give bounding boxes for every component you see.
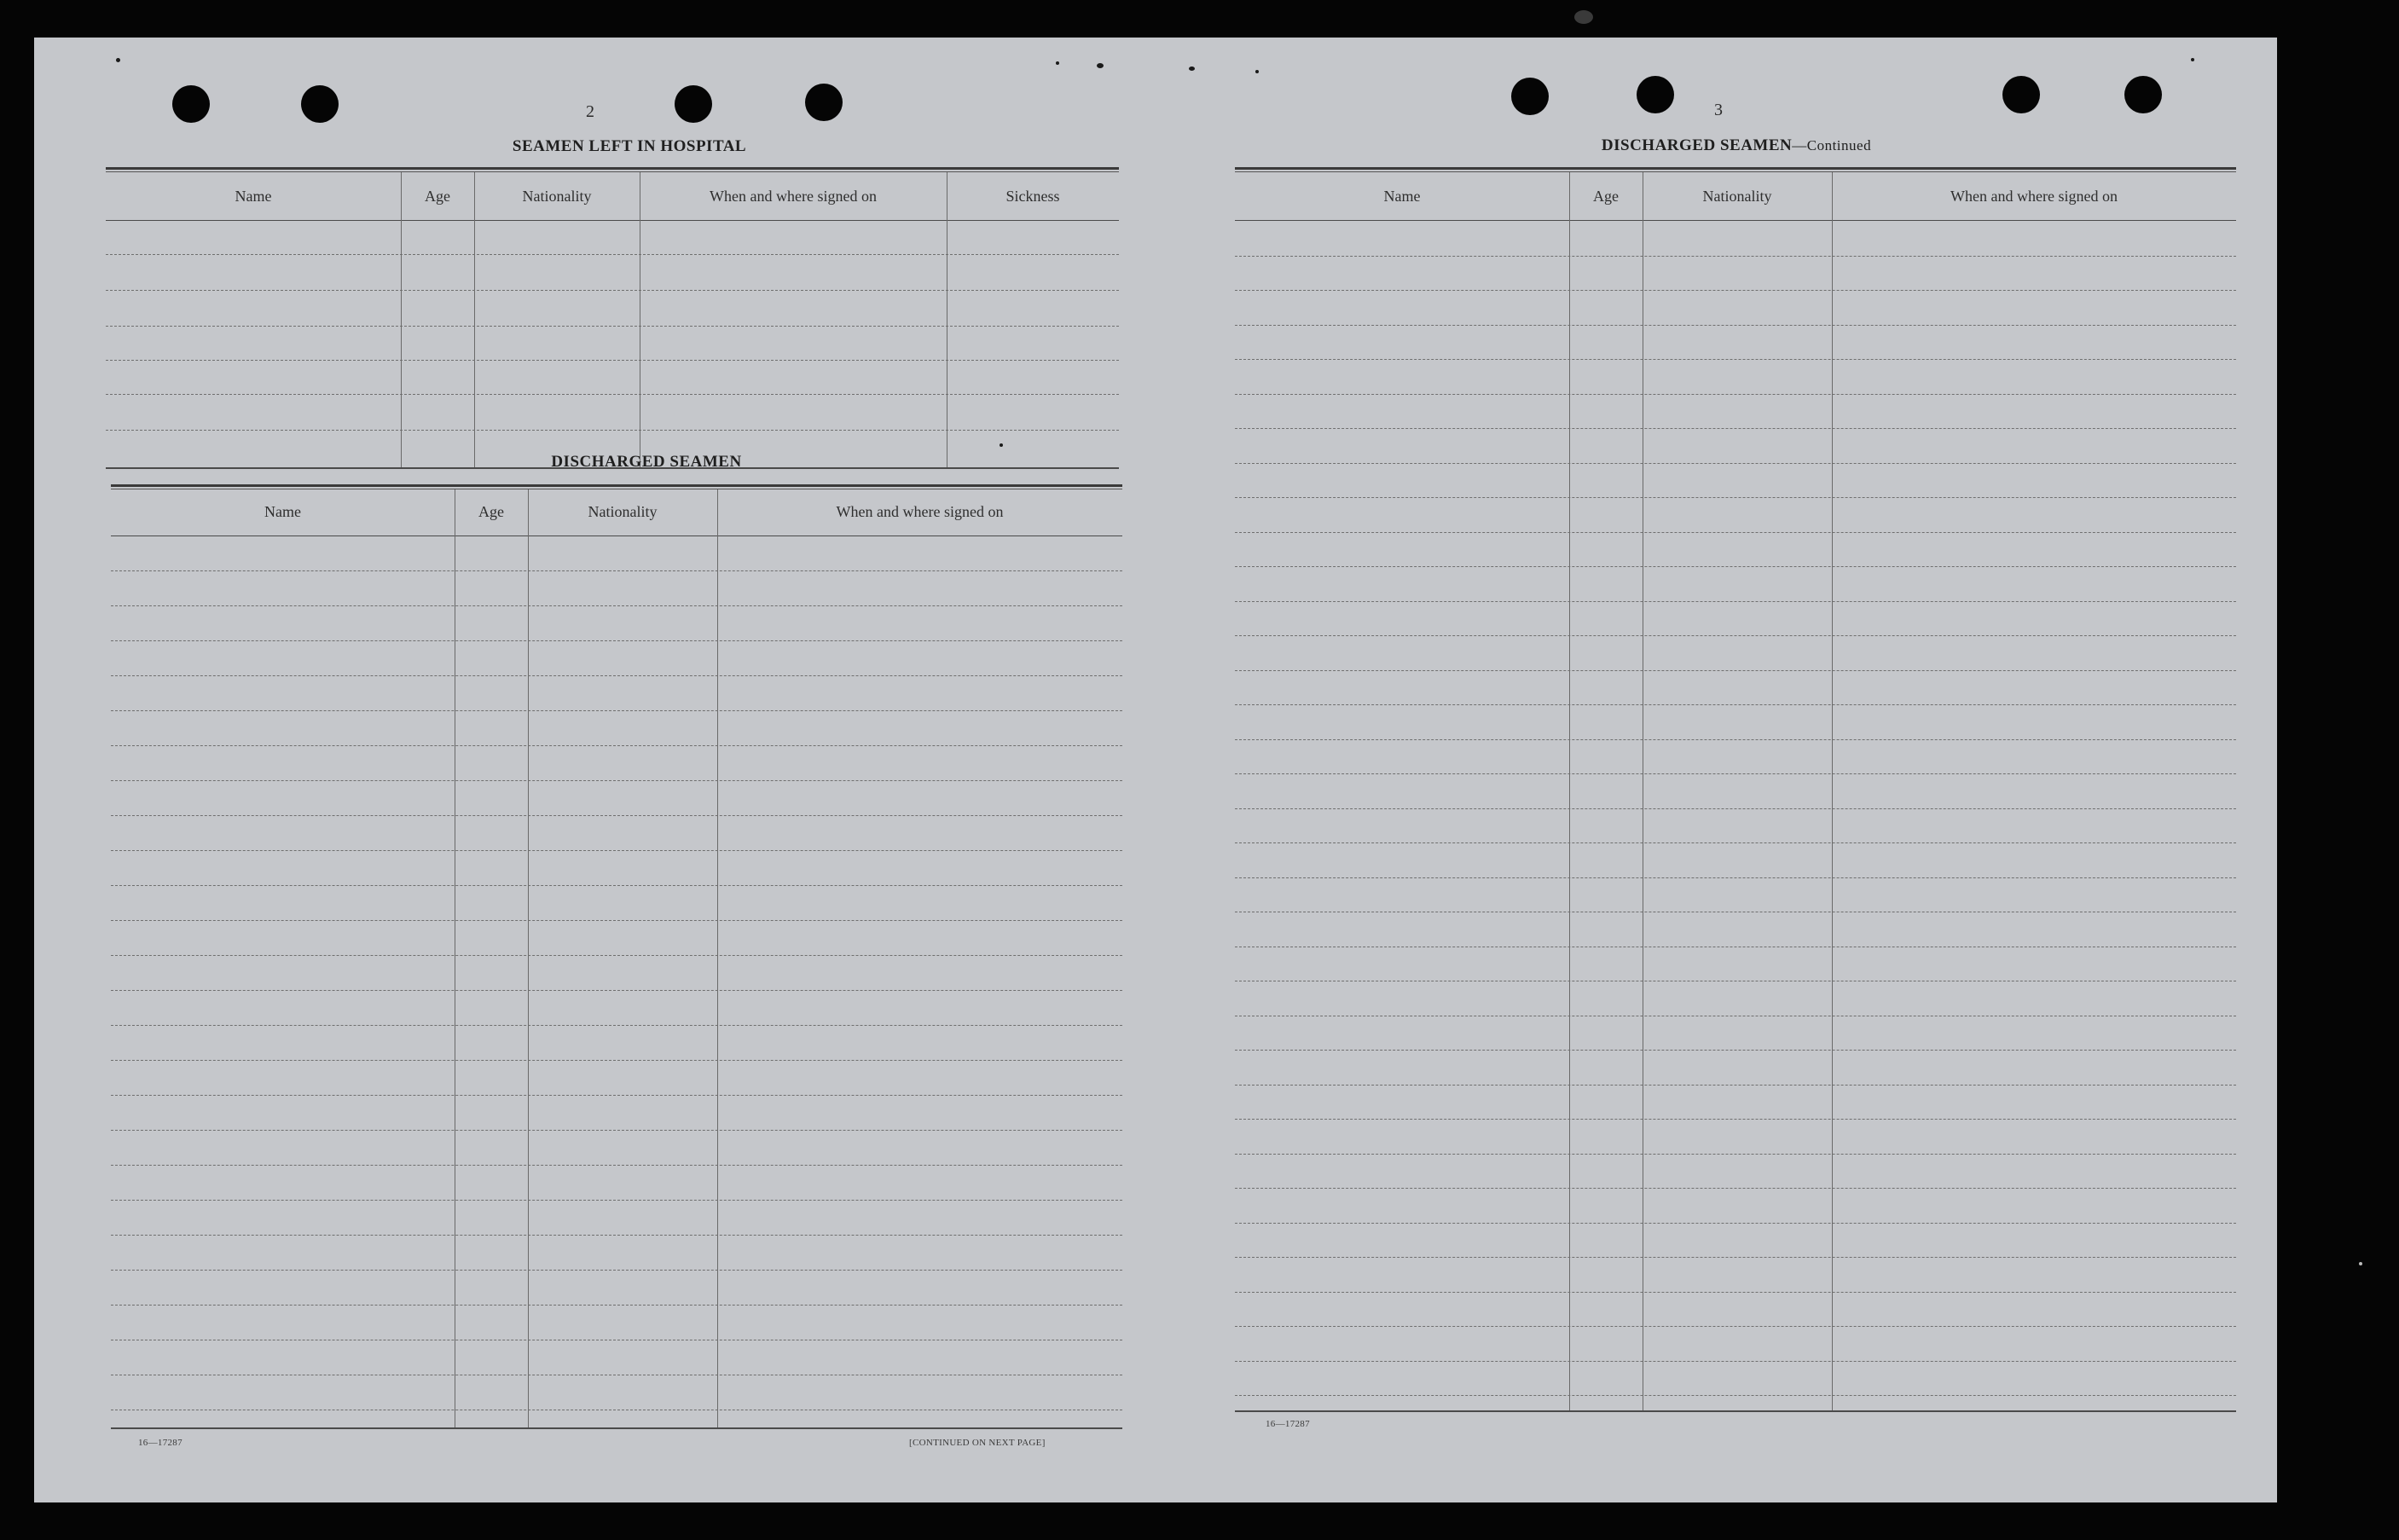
speck	[1189, 67, 1195, 71]
col-header-sickness: Sickness	[1005, 188, 1060, 205]
table-row	[1235, 773, 2236, 774]
table-top-rule	[106, 167, 1119, 170]
hospital-table	[106, 167, 1119, 471]
table-row	[1235, 256, 2236, 257]
speck	[116, 58, 120, 62]
table-row	[1235, 739, 2236, 740]
table-row	[111, 1270, 1122, 1271]
page-number-left: 2	[586, 102, 594, 121]
table-row	[1235, 842, 2236, 843]
discharged-table-right	[1235, 167, 2236, 1455]
column-divider	[1832, 172, 1833, 1410]
table-row	[1235, 877, 2236, 878]
table-row	[1235, 428, 2236, 429]
punch-hole	[2124, 76, 2162, 113]
table-row	[1235, 635, 2236, 636]
col-header-age: Age	[425, 188, 450, 205]
speck	[1574, 10, 1593, 24]
punch-hole	[301, 85, 339, 123]
col-header-when-where: When and where signed on	[836, 503, 1004, 520]
table-row	[111, 1095, 1122, 1096]
table-row	[1235, 532, 2236, 533]
table-row	[1235, 601, 2236, 602]
col-header-name: Name	[235, 188, 272, 205]
punch-hole	[172, 85, 210, 123]
table-row	[111, 745, 1122, 746]
table-row	[1235, 463, 2236, 464]
speck	[1056, 61, 1059, 65]
table-row	[1235, 1361, 2236, 1362]
table-row	[111, 1060, 1122, 1061]
col-header-nationality: Nationality	[522, 188, 592, 205]
punch-hole	[805, 84, 843, 121]
continued-note: [CONTINUED ON NEXT PAGE]	[909, 1438, 1046, 1448]
col-header-age: Age	[1593, 188, 1619, 205]
table-row	[106, 326, 1119, 327]
table-top-rule-inner	[106, 171, 1119, 172]
column-divider	[474, 172, 475, 467]
col-header-when-where: When and where signed on	[710, 188, 877, 205]
discharged-section-title: DISCHARGED SEAMEN	[551, 453, 742, 471]
table-row	[111, 675, 1122, 676]
col-header-nationality: Nationality	[1702, 188, 1772, 205]
table-row	[106, 430, 1119, 431]
table-row	[1235, 325, 2236, 326]
table-row	[111, 1305, 1122, 1306]
table-row	[111, 780, 1122, 781]
table-row	[1235, 394, 2236, 395]
table-bottom-rule	[1235, 1410, 2236, 1412]
table-top-rule	[1235, 167, 2236, 170]
table-row	[111, 1235, 1122, 1236]
discharged-continued-title-main: DISCHARGED SEAMEN	[1601, 136, 1793, 154]
table-row	[111, 1130, 1122, 1131]
speck	[2191, 58, 2194, 61]
col-header-nationality: Nationality	[588, 503, 658, 520]
table-row	[1235, 1326, 2236, 1327]
table-row	[1235, 1223, 2236, 1224]
col-header-name: Name	[264, 503, 301, 520]
table-row	[1235, 670, 2236, 671]
form-number-right: 16—17287	[1266, 1419, 1310, 1429]
column-divider	[717, 489, 718, 1427]
table-row	[1235, 1395, 2236, 1396]
table-row	[111, 955, 1122, 956]
punch-hole	[1511, 78, 1549, 115]
discharged-continued-title	[1481, 136, 1992, 155]
discharged-continued-title-suffix: —Continued	[1792, 137, 1872, 153]
speck	[2359, 1262, 2362, 1265]
discharged-table-left	[111, 484, 1122, 1467]
table-row	[1235, 808, 2236, 809]
page-number-right: 3	[1714, 101, 1723, 119]
col-header-age: Age	[478, 503, 504, 520]
table-row	[1235, 704, 2236, 705]
column-divider	[528, 489, 529, 1427]
table-row	[111, 885, 1122, 886]
punch-hole	[1637, 76, 1674, 113]
table-row	[111, 850, 1122, 851]
hospital-section-title: SEAMEN LEFT IN HOSPITAL	[512, 137, 747, 155]
table-row	[111, 920, 1122, 921]
table-row	[111, 640, 1122, 641]
punch-hole	[2002, 76, 2040, 113]
table-row	[1235, 1085, 2236, 1086]
table-bottom-rule	[111, 1427, 1122, 1429]
column-divider	[1569, 172, 1570, 1410]
table-row	[1235, 1154, 2236, 1155]
table-top-rule	[111, 484, 1122, 487]
table-top-rule-inner	[1235, 171, 2236, 172]
table-row	[111, 815, 1122, 816]
column-divider	[401, 172, 402, 467]
col-header-name: Name	[1383, 188, 1421, 205]
table-header-rule	[1235, 220, 2236, 221]
document-sheet	[34, 38, 2277, 1502]
table-row	[111, 1200, 1122, 1201]
table-row	[1235, 359, 2236, 360]
speck	[1255, 70, 1259, 73]
table-row	[111, 710, 1122, 711]
speck	[1097, 63, 1104, 68]
table-row	[111, 1165, 1122, 1166]
table-row	[1235, 290, 2236, 291]
table-row	[1235, 566, 2236, 567]
table-header-rule	[106, 220, 1119, 221]
table-row	[106, 290, 1119, 291]
table-row	[1235, 1257, 2236, 1258]
table-row	[111, 570, 1122, 571]
table-row	[111, 605, 1122, 606]
table-row	[1235, 1188, 2236, 1189]
table-row	[1235, 1119, 2236, 1120]
table-row	[106, 360, 1119, 361]
punch-hole	[675, 85, 712, 123]
col-header-when-where: When and where signed on	[1950, 188, 2118, 205]
table-row	[106, 394, 1119, 395]
form-number-left: 16—17287	[138, 1438, 183, 1448]
table-row	[1235, 1050, 2236, 1051]
table-row	[1235, 1292, 2236, 1293]
table-row	[106, 254, 1119, 255]
table-row	[111, 990, 1122, 991]
table-row	[111, 1025, 1122, 1026]
table-row	[1235, 497, 2236, 498]
